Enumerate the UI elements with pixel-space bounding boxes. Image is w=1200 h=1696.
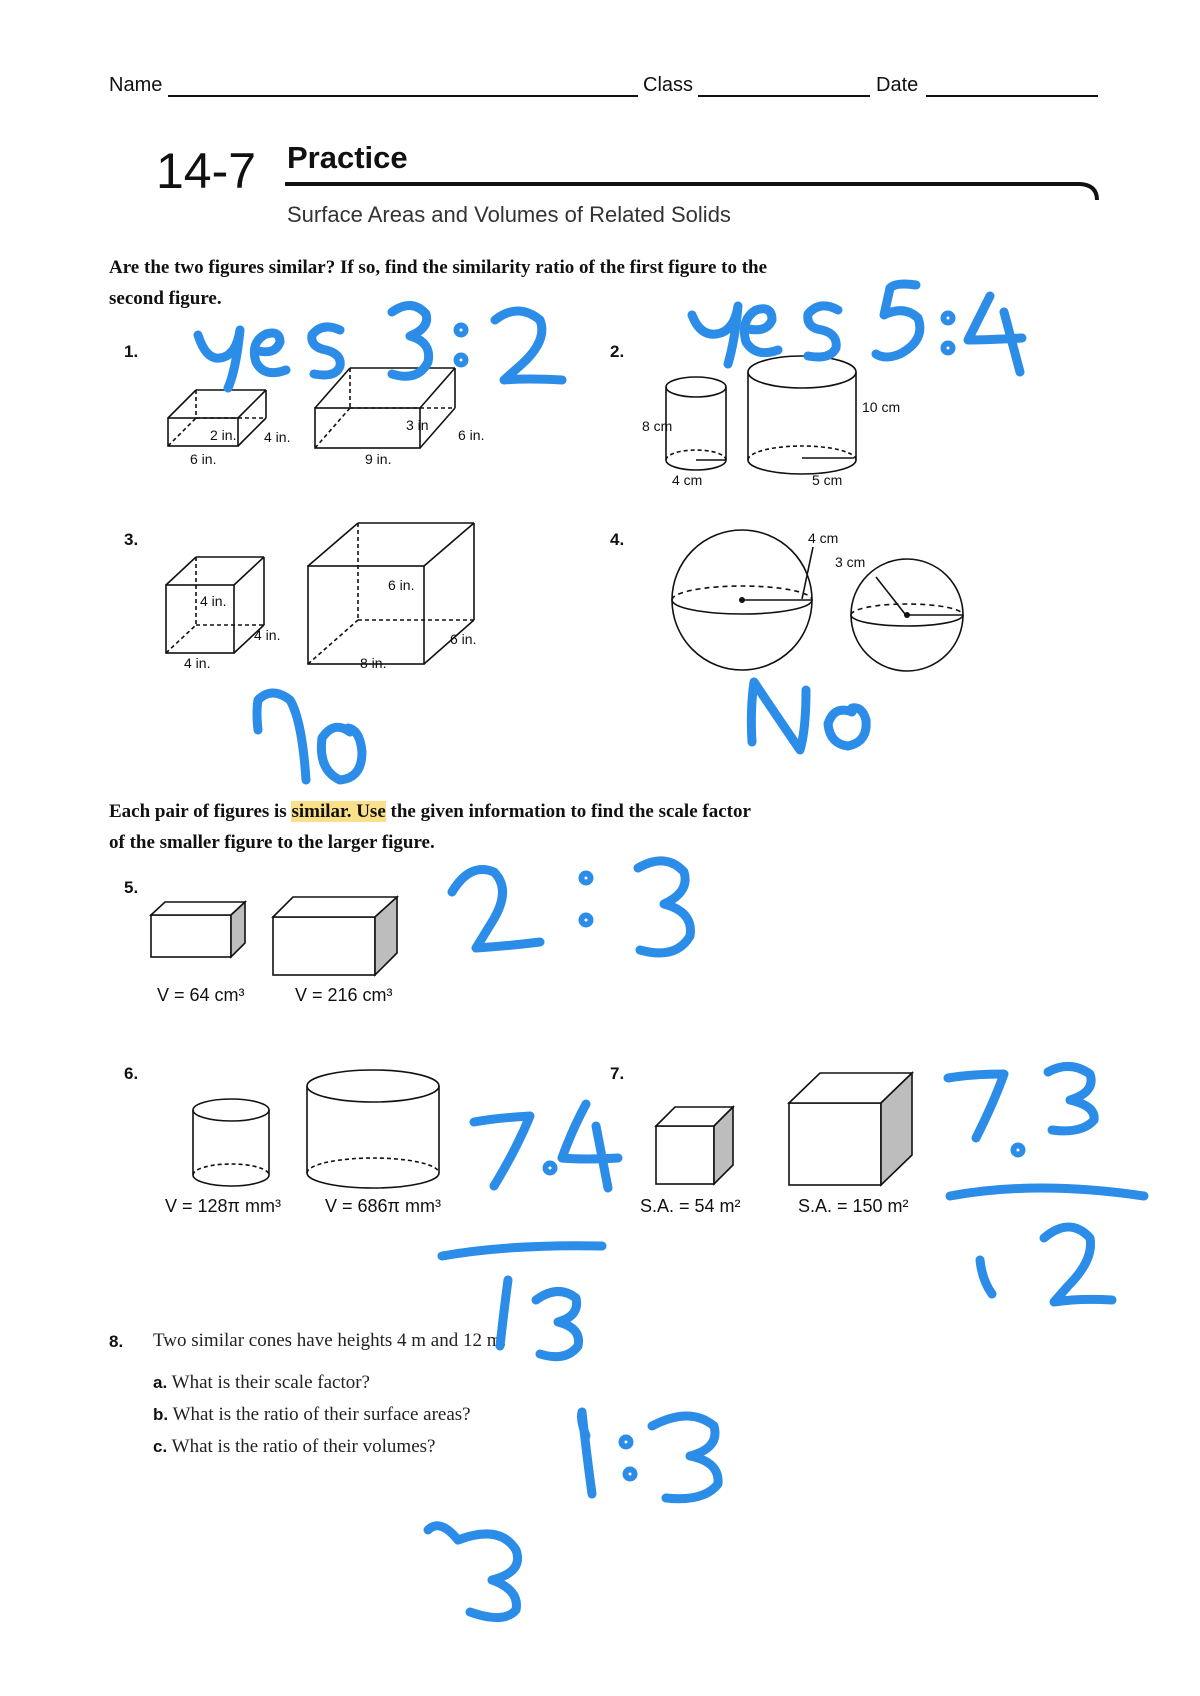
p1-label-c: 6 in. — [190, 451, 217, 467]
p1-label-f: 9 in. — [365, 451, 392, 467]
p3-label-b: 4 in. — [254, 627, 281, 643]
p3-label-a: 4 in. — [200, 593, 227, 609]
p1-label-d: 3 in — [406, 417, 429, 433]
p2-label-d: 5 cm — [812, 472, 843, 488]
answer-1-handwriting — [198, 305, 562, 388]
part-a: a. What is their scale factor? — [153, 1372, 370, 1393]
answer-5-handwriting — [452, 861, 690, 953]
name-label: Name — [109, 74, 163, 96]
problem-1-number: 1. — [124, 342, 139, 361]
problem-4-number: 4. — [610, 530, 625, 549]
p3-label-f: 8 in. — [360, 655, 387, 671]
p6-caption-a: V = 128π mm³ — [165, 1196, 281, 1216]
highlighted-text: similar. Use — [291, 801, 386, 822]
answer-2-handwriting — [692, 284, 1022, 372]
p4-label-a: 4 cm — [808, 530, 839, 546]
problem-6-number: 6. — [124, 1064, 139, 1083]
problem-3-number: 3. — [124, 530, 139, 549]
lesson-number: 14-7 — [156, 143, 257, 199]
answer-8a-handwriting — [582, 1412, 719, 1499]
p7-caption-b: S.A. = 150 m² — [798, 1196, 909, 1216]
problem-8-text: Two similar cones have heights 4 m and 12 m. — [153, 1330, 507, 1351]
p5-caption-b: V = 216 cm³ — [295, 985, 393, 1005]
answer-6-handwriting — [442, 1104, 618, 1357]
p5-caption-a: V = 64 cm³ — [157, 985, 245, 1005]
section1-instructions: Are the two figures similar? If so, find the similarity ratio of the first figure to the second figure. — [109, 257, 768, 309]
answer-4-handwriting — [751, 682, 866, 750]
lesson-title: Practice — [287, 140, 408, 175]
answer-7-handwriting — [948, 1066, 1144, 1302]
answer-3-handwriting — [257, 693, 362, 780]
problem-7-number: 7. — [610, 1064, 625, 1083]
p2-label-b: 4 cm — [672, 472, 703, 488]
class-label: Class — [643, 74, 694, 96]
part-c: c. What is the ratio of their volumes? — [153, 1436, 436, 1457]
p6-caption-b: V = 686π mm³ — [325, 1196, 441, 1216]
date-label: Date — [876, 74, 919, 96]
part-b: b. What is the ratio of their surface areas? — [153, 1404, 471, 1425]
p1-label-b: 4 in. — [264, 429, 291, 445]
problem-2-number: 2. — [610, 342, 625, 361]
section2-instructions: Each pair of figures is similar. Use the given information to find the scale factor of the smaller figure to the larger figure. — [109, 801, 751, 853]
p4-label-b: 3 cm — [835, 554, 866, 570]
problem-5-number: 5. — [124, 878, 139, 897]
p3-label-c: 4 in. — [184, 655, 211, 671]
p3-label-d: 6 in. — [388, 577, 415, 593]
p1-label-a: 2 in. — [210, 427, 237, 443]
p1-label-e: 6 in. — [458, 427, 485, 443]
answer-8b-handwriting — [428, 1526, 518, 1618]
lesson-subtitle: Surface Areas and Volumes of Related Solids — [287, 202, 731, 227]
p3-label-e: 6 in. — [450, 631, 477, 647]
problem-8-number: 8. — [109, 1332, 124, 1351]
p7-caption-a: S.A. = 54 m² — [640, 1196, 741, 1216]
p2-label-c: 10 cm — [862, 399, 901, 415]
p2-label-a: 8 cm — [642, 418, 673, 434]
